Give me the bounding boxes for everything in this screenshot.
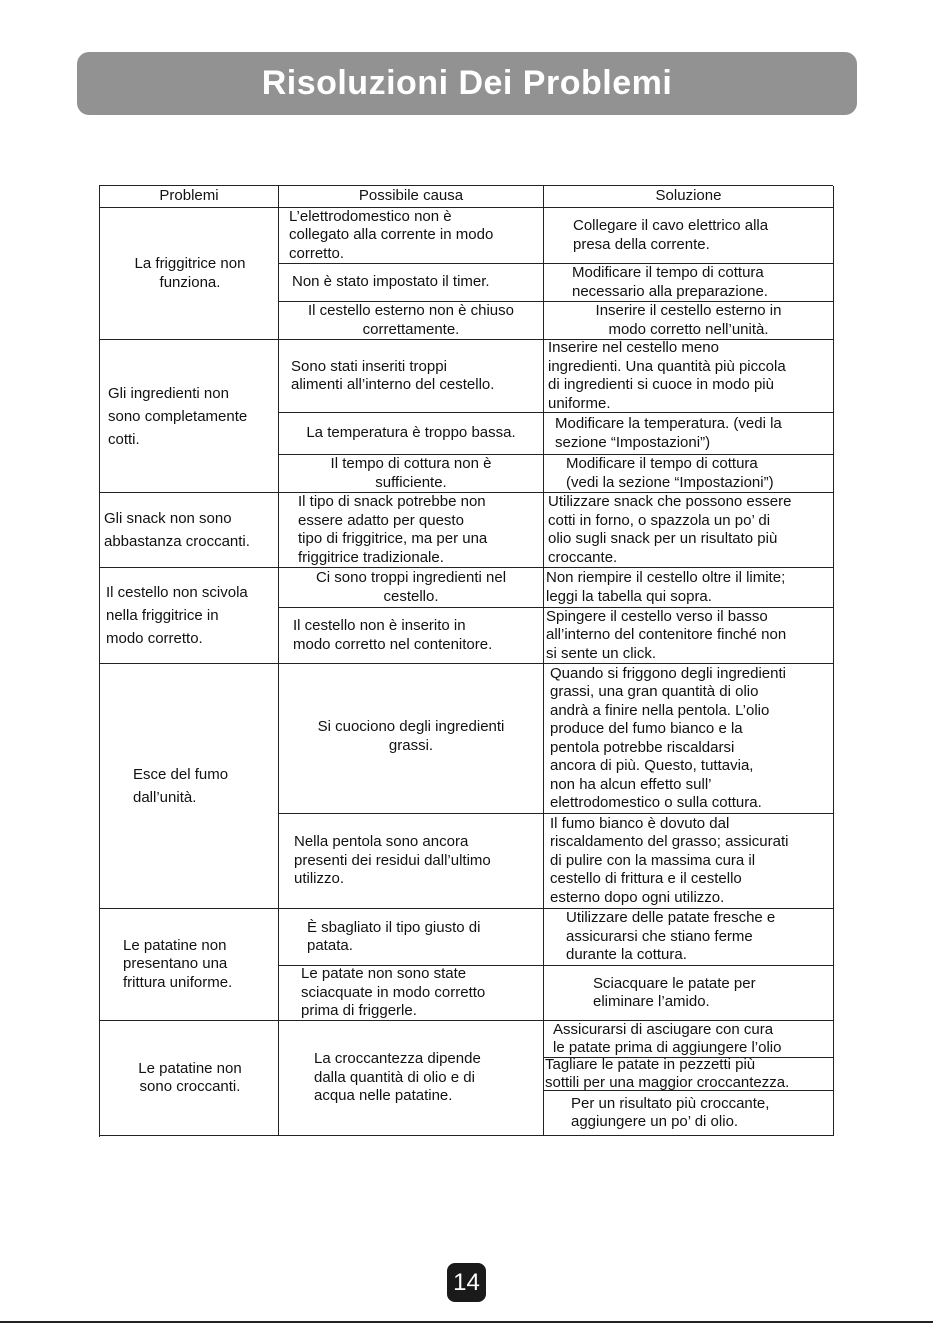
solution-cell: Utilizzare delle patate fresche e assicurarsi che stiano ferme durante la cottura. <box>544 909 834 966</box>
problem-cell: Le patatine non presentano una frittura uniforme. <box>100 909 279 1021</box>
solution-cell: Quando si friggono degli ingredienti grassi, una gran quantità di olio andrà a finire nella pentola. L’olio produce del fumo bianco e la pentola potrebbe riscaldarsi ancora di più. Questo, tuttavia, non ha alcun effetto sull’ elettrodomestico o sulla cottura. <box>544 664 834 814</box>
solution-cell: Spingere il cestello verso il basso all’interno del contenitore finché non si sente un click. <box>544 608 834 664</box>
solution-cell: Utilizzare snack che possono essere cotti in forno, o spazzola un po’ di olio sugli snack per un risultato più croccante. <box>544 493 834 568</box>
header-cause: Possibile causa <box>279 186 544 208</box>
solution-cell: Non riempire il cestello oltre il limite; leggi la tabella qui sopra. <box>544 568 834 608</box>
page-header <box>77 52 857 115</box>
problem-cell: Gli ingredienti non sono completamente cotti. <box>100 340 279 493</box>
cause-cell: Il cestello esterno non è chiuso correttamente. <box>279 302 544 340</box>
cause-cell: La temperatura è troppo bassa. <box>279 413 544 455</box>
solution-cell: Inserire nel cestello meno ingredienti. Una quantità più piccola di ingredienti si cuoce in modo più uniforme. <box>544 340 834 413</box>
cause-cell: Le patate non sono state sciacquate in modo corretto prima di friggerle. <box>279 966 544 1021</box>
footer-rule <box>0 1321 933 1323</box>
cause-cell: Il tempo di cottura non è sufficiente. <box>279 455 544 493</box>
problem-cell: Gli snack non sono abbastanza croccanti. <box>100 493 279 568</box>
solution-cell: Tagliare le patate in pezzetti più sottili per una maggior croccantezza. <box>544 1058 834 1091</box>
header-solution: Soluzione <box>544 186 834 208</box>
solution-cell: Modificare la temperatura. (vedi la sezione “Impostazioni”) <box>544 413 834 455</box>
cause-cell: Si cuociono degli ingredienti grassi. <box>279 664 544 814</box>
cause-cell: Il tipo di snack potrebbe non essere adatto per questo tipo di friggitrice, ma per una friggitrice tradizionale. <box>279 493 544 568</box>
problem-cell: Il cestello non scivola nella friggitrice in modo corretto. <box>100 568 279 664</box>
solution-cell: Modificare il tempo di cottura necessario alla preparazione. <box>544 264 834 302</box>
cause-cell: Il cestello non è inserito in modo corretto nel contenitore. <box>279 608 544 664</box>
page-number: 14 <box>447 1263 486 1302</box>
cause-cell: Ci sono troppi ingredienti nel cestello. <box>279 568 544 608</box>
problem-cell: Le patatine non sono croccanti. <box>100 1021 279 1136</box>
cause-cell: L’elettrodomestico non è collegato alla corrente in modo corretto. <box>279 208 544 264</box>
cause-cell: È sbagliato il tipo giusto di patata. <box>279 909 544 966</box>
solution-cell: Collegare il cavo elettrico alla presa della corrente. <box>544 208 834 264</box>
solution-cell: Per un risultato più croccante, aggiungere un po’ di olio. <box>544 1091 834 1136</box>
header-problems: Problemi <box>100 186 279 208</box>
page-title: Risoluzioni Dei Problemi <box>261 64 673 102</box>
problem-cell: Esce del fumo dall’unità. <box>100 664 279 909</box>
solution-cell: Sciacquare le patate per eliminare l’amido. <box>544 966 834 1021</box>
solution-cell: Inserire il cestello esterno in modo corretto nell’unità. <box>544 302 834 340</box>
cause-cell: Sono stati inseriti troppi alimenti all’interno del cestello. <box>279 340 544 413</box>
solution-cell: Il fumo bianco è dovuto dal riscaldamento del grasso; assicurati di pulire con la massima cura il cestello di frittura e il cestello esterno dopo ogni utilizzo. <box>544 814 834 909</box>
solution-cell: Assicurarsi di asciugare con cura le patate prima di aggiungere l’olio <box>544 1021 834 1058</box>
cause-cell: Nella pentola sono ancora presenti dei residui dall’ultimo utilizzo. <box>279 814 544 909</box>
problem-cell: La friggitrice non funziona. <box>100 208 279 340</box>
solution-cell: Modificare il tempo di cottura (vedi la sezione “Impostazioni”) <box>544 455 834 493</box>
troubleshooting-table <box>99 185 833 1137</box>
cause-cell: Non è stato impostato il timer. <box>279 264 544 302</box>
cause-cell: La croccantezza dipende dalla quantità di olio e di acqua nelle patatine. <box>279 1021 544 1136</box>
